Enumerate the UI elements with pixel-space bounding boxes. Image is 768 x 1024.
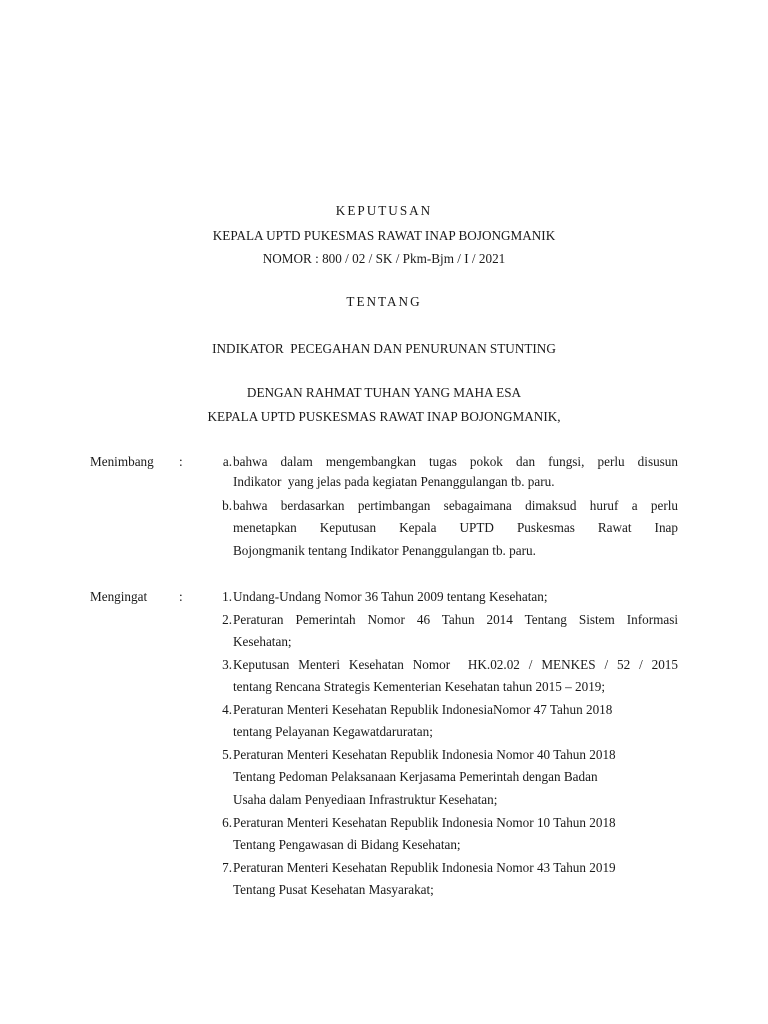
- authority-line: KEPALA UPTD PUSKESMAS RAWAT INAP BOJONGMANIK,: [207, 409, 561, 424]
- list-marker: 5.: [222, 747, 232, 762]
- item-line: Indikator yang jelas pada kegiatan Penanggulangan tb. paru.: [233, 474, 555, 489]
- item-line: Usaha dalam Penyediaan Infrastruktur Kesehatan;: [233, 792, 498, 807]
- about-label: TENTANG: [346, 294, 422, 309]
- item-line: bahwa dalam mengembangkan tugas pokok dan fungsi, perlu disusun: [233, 454, 678, 469]
- mengingat-label: Mengingat: [90, 589, 148, 604]
- item-line: Peraturan Menteri Kesehatan Republik Indonesia Nomor 10 Tahun 2018: [233, 815, 616, 830]
- document-title: KEPUTUSAN: [335, 203, 433, 218]
- item-line: Undang-Undang Nomor 36 Tahun 2009 tentang Kesehatan;: [233, 589, 548, 604]
- item-line: Peraturan Menteri Kesehatan Republik Indonesia Nomor 40 Tahun 2018: [233, 747, 616, 762]
- list-marker: b.: [222, 498, 232, 513]
- item-line: Kesehatan;: [233, 634, 292, 649]
- menimbang-label: Menimbang: [90, 454, 154, 469]
- item-line: Tentang Pusat Kesehatan Masyarakat;: [233, 882, 434, 897]
- list-marker: 6.: [222, 815, 232, 830]
- decree-subject: INDIKATOR PECEGAHAN DAN PENURUNAN STUNTING: [212, 341, 556, 356]
- list-marker: 7.: [222, 860, 232, 875]
- blessing-line: DENGAN RAHMAT TUHAN YANG MAHA ESA: [246, 385, 522, 400]
- mengingat-colon: :: [179, 589, 183, 604]
- issuer-line: KEPALA UPTD PUKESMAS RAWAT INAP BOJONGMANIK: [212, 228, 556, 243]
- list-marker: 3.: [222, 657, 232, 672]
- item-line: Peraturan Menteri Kesehatan Republik IndonesiaNomor 47 Tahun 2018: [233, 702, 613, 717]
- item-line: tentang Pelayanan Kegawatdaruratan;: [233, 724, 433, 739]
- item-line: menetapkan Keputusan Kepala UPTD Puskesmas Rawat Inap: [233, 520, 678, 535]
- item-line: Peraturan Menteri Kesehatan Republik Indonesia Nomor 43 Tahun 2019: [233, 860, 616, 875]
- item-line: Peraturan Pemerintah Nomor 46 Tahun 2014 Tentang Sistem Informasi: [233, 612, 678, 627]
- list-marker: 4.: [222, 702, 232, 717]
- item-line: Keputusan Menteri Kesehatan Nomor HK.02.02 / MENKES / 52 / 2015: [233, 657, 678, 672]
- menimbang-colon: :: [179, 454, 183, 469]
- list-marker: 1.: [222, 589, 232, 604]
- item-line: tentang Rencana Strategis Kementerian Kesehatan tahun 2015 – 2019;: [233, 679, 606, 694]
- item-line: Tentang Pedoman Pelaksanaan Kerjasama Pemerintah dengan Badan: [233, 769, 598, 784]
- list-marker: a.: [222, 454, 232, 469]
- decree-number: NOMOR : 800 / 02 / SK / Pkm-Bjm / I / 2021: [262, 251, 506, 266]
- item-line: bahwa berdasarkan pertimbangan sebagaimana dimaksud huruf a perlu: [233, 498, 678, 513]
- item-line: Tentang Pengawasan di Bidang Kesehatan;: [233, 837, 461, 852]
- list-marker: 2.: [222, 612, 232, 627]
- item-line: Bojongmanik tentang Indikator Penanggulangan tb. paru.: [233, 543, 536, 558]
